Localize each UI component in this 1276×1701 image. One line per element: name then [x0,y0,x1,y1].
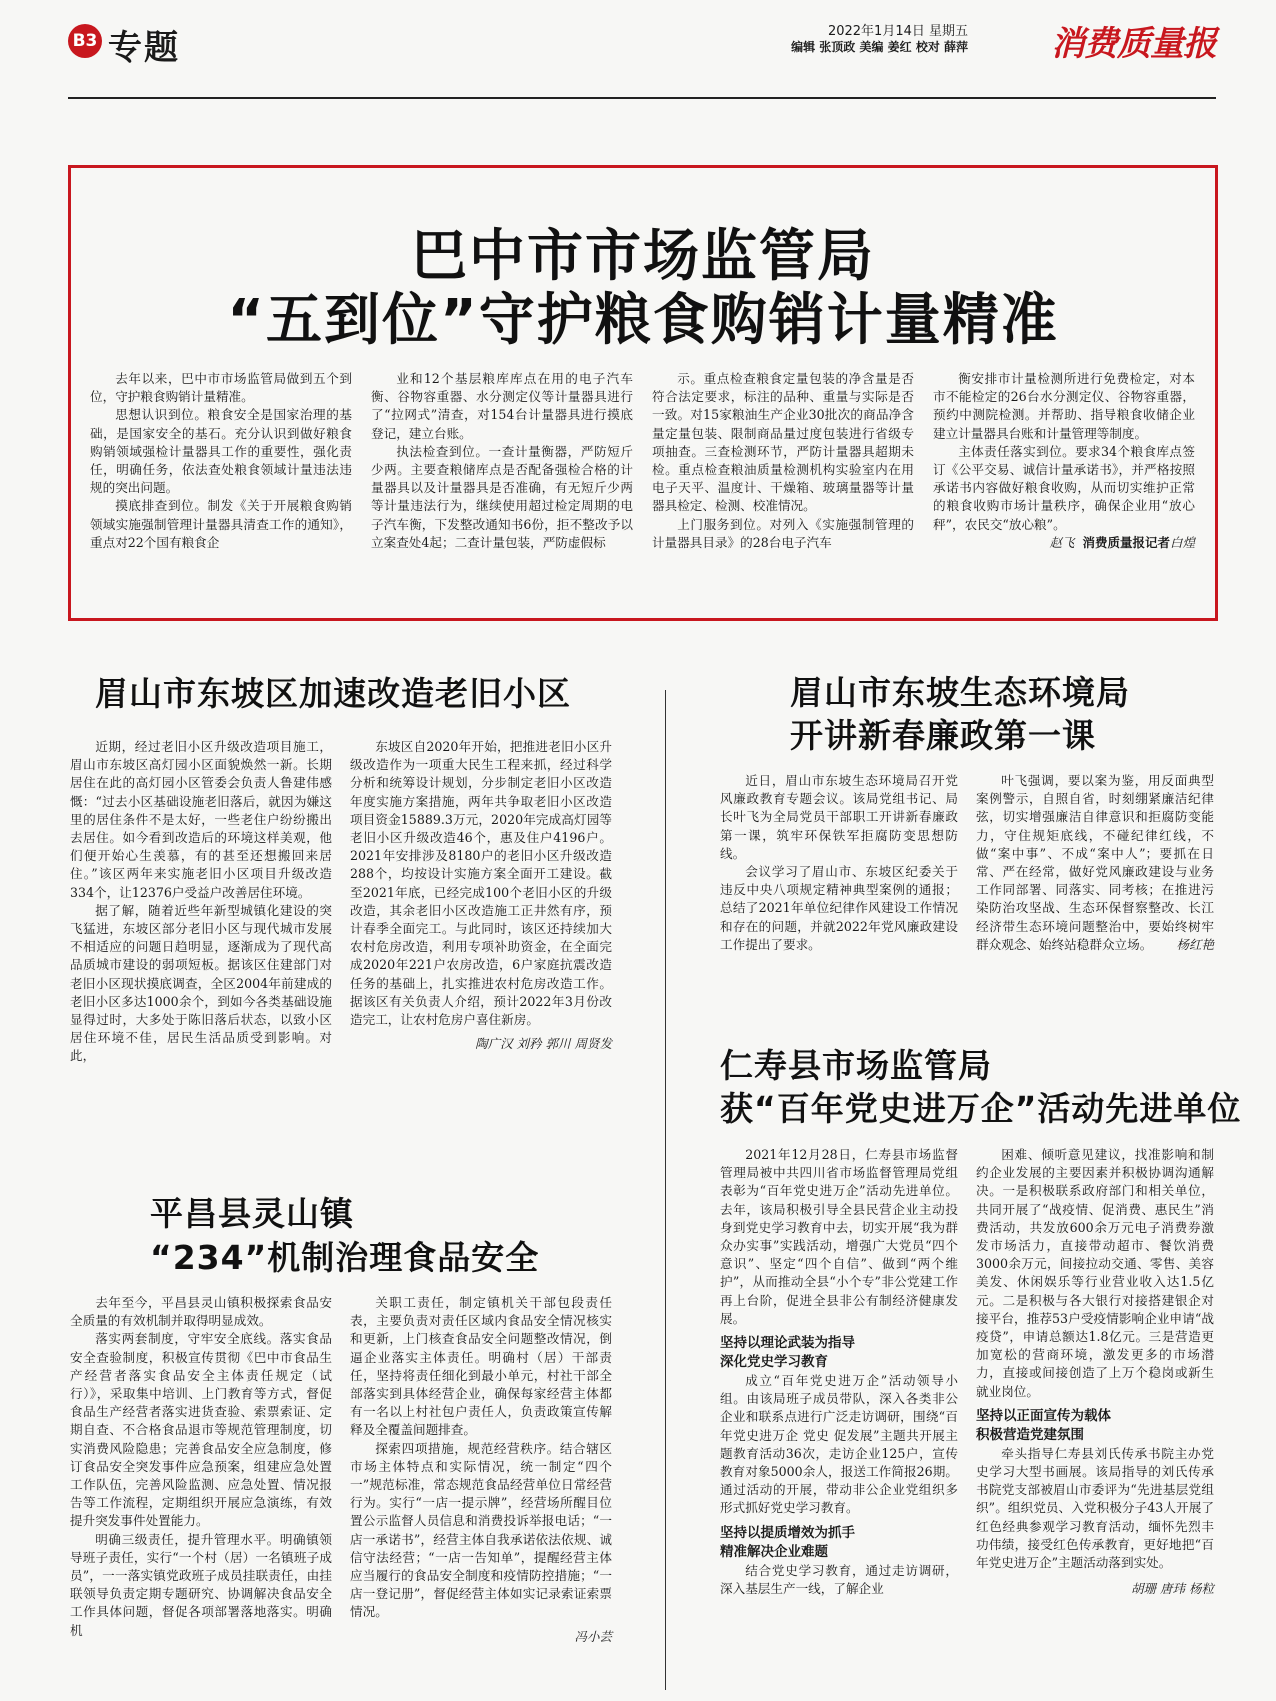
page-number-badge: B3 [68,24,102,58]
art2-title-line2: “234”机制治理食品安全 [150,1238,540,1277]
paragraph: 业和12个基层粮库库点在用的电子汽车衡、谷物容重器、水分测定仪等计量器具进行了“拉网式”清查，对154台计量器具进行摸底登记，建立台账。 [371,371,633,441]
art2-title-line1: 平昌县灵山镇 [150,1194,354,1233]
art4-byline: 胡珊 唐玮 杨粒 [1131,1581,1214,1597]
art1-col-2 [350,738,612,1053]
paragraph: 主体责任落实到位。要求34个粮食库点签订《公平交易、诚信计量承诺书》，并严格按照承诺书内容做好粮食收购，从而切实维护正常的粮食收购市场计量秩序，确保企业用“放心秤”，农民交“放心粮”。 [933,443,1195,532]
issue-date: 2022年1月14日 星期五 [827,24,968,39]
paragraph: 2021年12月28日，仁寿县市场监督管理局被中共四川省市场监督管理局党组表彰为“百年党史进万企”活动先进单位。去年，该局积极引导全县民营企业主动投身到党史学习教育中去，切实开展“我为群众办实事”实践活动，增强广大党员“四个意识”、坚定“四个自信”、做到“两个维护”，从而推动全县“小个专”非公党建工作再上台阶，促进全县非公有制经济健康发展。 [720,1147,958,1326]
art4-subhead-2: 坚持以提质增效为抓手 精准解决企业难题 [720,1524,855,1560]
paragraph: 落实两套制度，守牢安全底线。落实食品安全查验制度，积极宣传贯彻《巴中市食品生产经营者落实食品安全主体责任规定（试行）》，采取集中培训、上门教育等方式，督促食品生产经营者落实进货查验、索票索证、定期自查、不合格食品退市等规范管理制度，切实消费风险隐患；完善食品安全应急制度，修订食品安全突发事件应急预案，组建应急处置工作队伍，完善风险监测、应急处置、情况报告等工作流程，定期组织开展应急演练，有效提升突发事件处置能力。 [70,1331,332,1529]
lead-byline: 赵飞 消费质量报记者白煌 [1049,534,1195,550]
lead-col-1 [90,370,352,552]
art3-col-1 [720,772,958,954]
paragraph: 去年以来，巴中市市场监管局做到五个到位，守护粮食购销计量精准。 [90,371,352,405]
paragraph: 据了解，随着近些年新型城镇化建设的突飞猛进，东坡区部分老旧小区与现代城市发展不相适应的问题日趋明显，逐渐成为了现代高品质城市建设的弱项短板。据该区住建部门对老旧小区现状摸底调查，全区2004年前建成的老旧小区多达1000余个，到如今各类基础设施显得过时，大多处于陈旧落后状态，以致小区居住环境不佳，居民生活品质受到影响。对此， [70,902,332,1064]
paragraph: 示。重点检查粮食定量包装的净含量是否符合法定要求，标注的品种、重量与实际是否一致。对15家粮油生产企业30批次的商品净含量定量包装、限制商品量过度包装进行省级专项抽查。三查检测环节，严防计量器具超期未检。重点检查粮油质量检测机构实验室内在用电子天平、温度计、干燥箱、玻璃量器等计量器具检定、检测、校准情况。 [652,371,914,514]
art2-byline: 冯小芸 [574,1628,612,1644]
paragraph: 执法检查到位。一查计量衡器，严防短斤少两。主要查粮储库点是否配备强检合格的计量器具以及计量器具是否准确，有无短斤少两等计量违法行为，继续使用超过检定周期的电子汽车衡，下发整改通知书6份，拒不整改予以立案查处4起；二查计量包装，严防虚假标 [371,443,633,550]
masthead-logo: 消费质量报 [1051,24,1216,64]
paragraph: 叶飞强调，要以案为鉴，用反面典型案例警示，自照自省，时刻绷紧廉洁纪律弦，切实增强廉洁自律意识和拒腐防变能力，守住规矩底线，不碰纪律红线，不做“案中事”、不成“案中人”；要抓在日常、严在经常，做好党风廉政建设与业务工作同部署、同落实、同考核；在推进污染防治攻坚战、生态环保督察整改、长江经济带生态环境问题整治中，要始终树牢群众观念、始终站稳群众立场。 [976,773,1214,952]
header-rule [68,97,1216,99]
paragraph: 关职工责任，制定镇机关干部包段责任表，主要负责对责任区域内食品安全情况核实和更新，上门核查食品安全问题整改情况，倒逼企业落实主体责任。明确村（居）干部责任，坚持将责任细化到最小单元，村社干部全部落实到具体经营企业，确保每家经营主体都有一名以上村社包户责任人，负责政策宣传解释及全覆盖间题排查。 [350,1295,612,1438]
art2-col-1 [70,1294,332,1640]
paragraph: 近日，眉山市东坡生态环境局召开党风廉政教育专题会议。该局党组书记、局长叶飞为全局党员干部职工开讲新春廉政第一课，筑牢环保铁军拒腐防变思想防线。 [720,773,958,861]
art4-subhead-3: 坚持以正面宣传为载体 积极营造党建氛围 [976,1407,1111,1443]
lead-title-line1: 巴中市市场监管局 [411,224,875,289]
art4-col-2 [976,1146,1214,1598]
lead-col-4 [933,370,1195,552]
paragraph: 上门服务到位。对列入《实施强制管理的计量器具目录》的28台电子汽车 [652,516,914,550]
art1-col-1 [70,738,332,1066]
paragraph: 结合党史学习教育，通过走访调研，深入基层生产一线，了解企业 [720,1562,958,1596]
art3-title-line1: 眉山市东坡生态环境局 [790,673,1130,712]
art1-byline: 陶广汉 刘矜 郭川 周贤发 [475,1036,612,1052]
column-divider [665,690,666,1690]
paragraph: 探索四项措施，规范经营秩序。结合辖区市场主体特点和实际情况，统一制定“四个一”规范标准，常态规范食品经营单位日常经营行为。实行“一店一提示牌”，经营场所醒目位置公示监督人员信息和消费投诉举报电话；“一店一承诺书”，经营主体自我承诺依法依规、诚信守法经营；“一店一告知单”，提醒经营主体应当履行的食品安全制度和疫情防控措施；“一店一登记册”，督促经营主体如实记录索证索票情况。 [350,1440,612,1620]
paragraph: 近期，经过老旧小区升级改造项目施工，眉山市东坡区高灯园小区面貌焕然一新。长期居住在此的高灯园小区管委会负责人鲁建伟感慨：“过去小区基础设施老旧落后，就因为嫌这里的居住条件不是太好，一些老住户纷纷搬出去居住。如今看到改造后的环境这样美观，他们便开始心生羡慕，有的甚至还想搬回来居住。”该区两年来实施老旧小区项目升级改造334个，让12376户受益户改善居住环境。 [70,739,332,900]
paragraph: 困难、倾听意见建议，找准影响和制约企业发展的主要因素并积极协调沟通解决。一是积极联系政府部门和相关单位，共同开展了“战疫情、促消费、惠民生”消费活动，共发放600余万元电子消费券激发市场活力，直接带动超市、餐饮消费3000余万元，间接拉动交通、零售、美容美发、休闲娱乐等行业营业收入达1.5亿元。二是积极与各大银行对接搭建银企对接平台，推荐53户受疫情影响企业申请“战疫贷”，申请总额达1.8亿元。三是营造更加宽松的营商环境，激发更多的市场潜力，直接或间接创造了上万个稳岗或新生就业岗位。 [976,1147,1214,1399]
art4-title-line2: 获“百年党史进万企”活动先进单位 [720,1089,1242,1128]
lead-col-2 [371,370,633,552]
art3-col-2 [976,772,1214,954]
art2-col-2 [350,1294,612,1646]
lead-col-3 [652,370,914,552]
art3-byline: 杨红艳 [1176,937,1214,953]
paragraph: 成立“百年党史进万企”活动领导小组。由该局班子成员带队，深入各类非公企业和联系点进行广泛走访调研，围绕“百年党史进万企 党史 促发展”主题共开展主题教育活动36次，走访企业125户，宣传教育对象5000余人，报送工作简报26期。通过活动的开展，带动非公企业党组织多形式抓好党史学习教育。 [720,1373,958,1516]
paragraph: 去年至今，平昌县灵山镇积极探索食品安全质量的有效机制并取得明显成效。 [70,1295,332,1329]
art1-title: 眉山市东坡区加速改造老旧小区 [95,674,571,713]
paragraph: 衡安排市计量检测所进行免费检定，对本市不能检定的26台水分测定仪、谷物容重器，预约中测院检测。并帮助、指导粮食收储企业建立计量器具台账和计量管理等制度。 [933,371,1195,441]
art4-col-1 [720,1146,958,1598]
section-name: 专题 [108,28,180,68]
editor-credits: 编辑 张顶政 美编 姜红 校对 薛萍 [791,40,968,54]
art4-subhead-1: 坚持以理论武装为指导 深化党史学习教育 [720,1335,855,1371]
lead-title-line2: “五到位”守护粮食购销计量精准 [227,288,1059,353]
art3-title-line2: 开讲新春廉政第一课 [790,716,1096,755]
art4-title-line1: 仁寿县市场监管局 [720,1046,992,1085]
paragraph: 明确三级责任，提升管理水平。明确镇领导班子责任，实行“一个村（居）一名镇班子成员”，一一落实镇党政班子成员挂联责任，由挂联领导负责定期专题研究、协调解决食品安全工作具体问题，督促各项部署落地落实。明确机 [70,1531,332,1638]
paragraph: 东坡区自2020年开始，把推进老旧小区升级改造作为一项重大民生工程来抓，经过科学分析和统筹设计规划，分步制定老旧小区改造年度实施方案措施，两年共争取老旧小区改造项目资金15889.3万元，2020年完成高灯园等老旧小区升级改造46个，惠及住户4196户。2021年安排涉及8180户的老旧小区升级改造288个，均按设计实施方案全面开工建设。截至2021年底，已经完成100个老旧小区的升级改造，其余老旧小区改造施工正井然有序，预计春季全面完工。与此同时，该区还持续加大农村危房改造，利用专项补助资金，在全面完成2020年221户农房改造，6户家庭抗震改造任务的基础上，扎实推进农村危房改造工作。据该区有关负责人介绍，预计2022年3月份改造完工，让农村危房户喜住新房。 [350,739,612,1028]
paragraph: 牵头指导仁寿县刘氏传承书院主办党史学习大型书画展。该局指导的刘氏传承书院党支部被眉山市委评为“先进基层党组织”。组织党员、入党积极分子43人开展了红色经典参观学习教育活动，缅怀先烈丰功伟绩，接受红色传承教育，更好地把“百年党史进万企”主题活动落到实处。 [976,1445,1214,1571]
paragraph: 摸底排查到位。制发《关于开展粮食购销领域实施强制管理计量器具清查工作的通知》，重点对22个国有粮食企 [90,498,352,550]
paragraph: 思想认识到位。粮食安全是国家治理的基础，是国家安全的基石。充分认识到做好粮食购销领域强检计量器具工作的重要性，强化责任，明确任务，依法查处粮食领域计量违法违规的突出问题。 [90,407,352,496]
paragraph: 会议学习了眉山市、东坡区纪委关于违反中央八项规定精神典型案例的通报；总结了2021年单位纪律作风建设工作情况和存在的问题，并就2022年党风廉政建设工作提出了要求。 [720,864,958,952]
